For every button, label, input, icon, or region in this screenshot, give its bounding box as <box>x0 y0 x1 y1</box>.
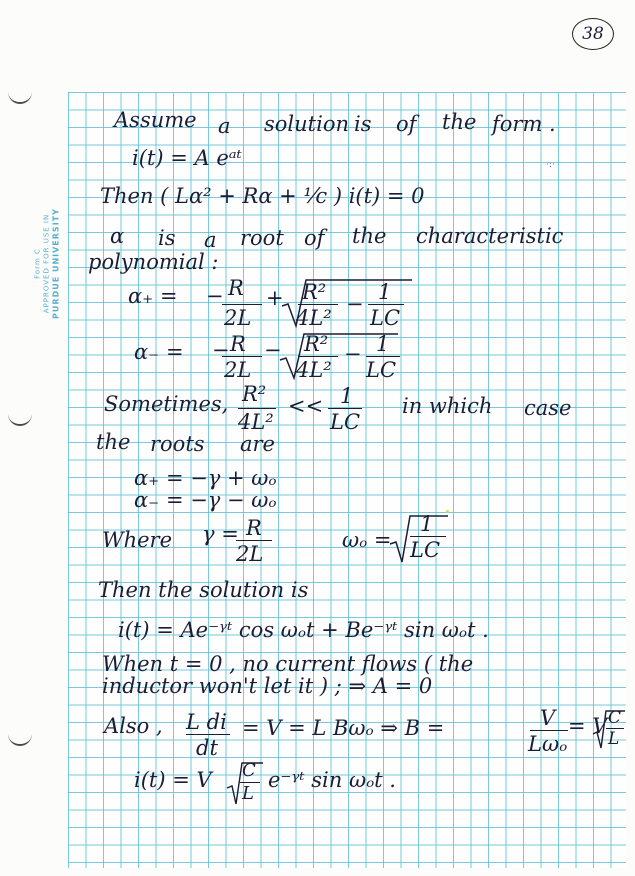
word: polynomial : <box>88 250 219 274</box>
much-less-than: << <box>288 394 324 418</box>
denominator: L <box>242 783 254 804</box>
final-equation-right: e⁻ᵞᵗ sin ωₒt . <box>268 768 396 792</box>
word: Where <box>102 528 173 552</box>
word: of <box>304 226 325 250</box>
stamp-line-1: Form C <box>33 248 42 279</box>
denominator: 2L <box>224 306 252 330</box>
numerator: 1 <box>340 384 354 408</box>
binder-hole <box>8 88 32 104</box>
plus-sign: + <box>266 286 284 310</box>
numerator: R <box>228 276 244 300</box>
fraction-bar <box>236 540 272 541</box>
fraction-bar <box>410 536 446 537</box>
fraction-bar <box>366 356 400 357</box>
omega-label: ωₒ = <box>342 528 392 552</box>
stamp-line-2: APPROVED FOR USE IN <box>42 213 51 314</box>
word: a <box>204 228 217 252</box>
word: a <box>218 114 231 138</box>
word: Also , <box>104 714 163 738</box>
numerator: R <box>230 332 246 356</box>
numerator: R <box>246 516 262 540</box>
denominator: LC <box>410 538 441 562</box>
denominator: dt <box>196 736 218 760</box>
minus-sign: − <box>344 342 362 366</box>
numerator: 1 <box>378 280 392 304</box>
fraction-bar <box>530 730 568 731</box>
denominator: 4L² <box>238 410 274 434</box>
fraction-bar <box>368 304 404 305</box>
fraction-bar <box>222 304 262 305</box>
word: case <box>524 396 572 420</box>
word: the <box>442 110 477 134</box>
denominator: 4L² <box>296 306 332 330</box>
sentence: Then the solution is <box>98 578 309 602</box>
numerator: R² <box>304 332 329 356</box>
equals-v: = V <box>568 714 608 738</box>
sentence: When t = 0 , no current flows ( the <box>102 652 474 676</box>
fraction-bar <box>238 408 276 409</box>
numerator: L di <box>186 710 227 734</box>
word: is <box>158 226 176 250</box>
denominator: LC <box>370 306 401 330</box>
numerator: V <box>540 706 556 730</box>
stamp-line-3: PURDUE UNIVERSITY <box>51 208 61 319</box>
word: of <box>396 112 417 136</box>
word: form . <box>492 112 556 136</box>
word: characteristic <box>416 224 564 248</box>
denominator: 4L² <box>296 358 332 382</box>
numerator: 1 <box>376 332 390 356</box>
fraction-bar <box>222 356 262 357</box>
solution-equation: i(t) = Ae⁻ᵞᵗ cos ωₒt + Be⁻ᵞᵗ sin ωₒt . <box>118 618 489 642</box>
word: are <box>240 432 275 456</box>
word: roots <box>150 432 205 456</box>
root-plus: α₊ = −γ + ωₒ <box>134 466 277 490</box>
numerator: R² <box>242 382 267 406</box>
minus-sign: − <box>264 338 282 362</box>
numerator: R² <box>302 280 327 304</box>
sentence: inductor won't let it ) ; ⇒ A = 0 <box>102 674 433 698</box>
fraction-bar <box>186 734 230 735</box>
fraction-bar <box>328 408 362 409</box>
minus-sign: − <box>206 284 224 308</box>
denominator: 2L <box>224 358 252 382</box>
word: root <box>240 226 284 250</box>
word: the <box>352 224 387 248</box>
page-number: 38 <box>572 18 614 50</box>
denominator: L <box>608 729 620 749</box>
root-minus: α₋ = −γ − ωₒ <box>134 488 277 512</box>
binder-hole <box>8 730 32 746</box>
denominator: LC <box>330 410 361 434</box>
equation-chain: = V = L Bωₒ ⇒ B = <box>242 716 445 740</box>
final-equation-left: i(t) = V <box>134 768 212 792</box>
binder-hole <box>8 410 32 426</box>
equation-characteristic: Then ( Lα² + Rα + ¹⁄c ) i(t) = 0 <box>100 184 425 208</box>
word: Sometimes, <box>104 392 229 416</box>
equation-form: i(t) = A eᵃᵗ <box>132 146 242 170</box>
gamma-label: γ = <box>202 522 239 546</box>
word: Assume <box>114 108 197 132</box>
denominator: LC <box>366 358 397 382</box>
word: in which <box>402 394 493 418</box>
minus-sign: − <box>346 292 364 316</box>
denominator: Lωₒ <box>528 732 568 756</box>
form-stamp <box>34 189 61 339</box>
denominator: 2L <box>236 542 264 566</box>
speck: ·:· <box>546 160 555 170</box>
word: solution <box>264 112 349 136</box>
fraction-bar <box>298 356 338 357</box>
minus-sign: − <box>212 338 230 362</box>
word: α <box>110 224 125 248</box>
alpha-minus-label: α₋ = <box>134 340 184 364</box>
numerator: C <box>242 760 256 781</box>
numerator: C <box>608 708 622 728</box>
fraction-bar <box>298 304 338 305</box>
numerator: 1 <box>420 512 434 536</box>
word: is <box>354 112 372 136</box>
ink-speck <box>446 510 449 513</box>
alpha-plus-label: α₊ = <box>128 284 178 308</box>
word: the <box>96 430 131 454</box>
